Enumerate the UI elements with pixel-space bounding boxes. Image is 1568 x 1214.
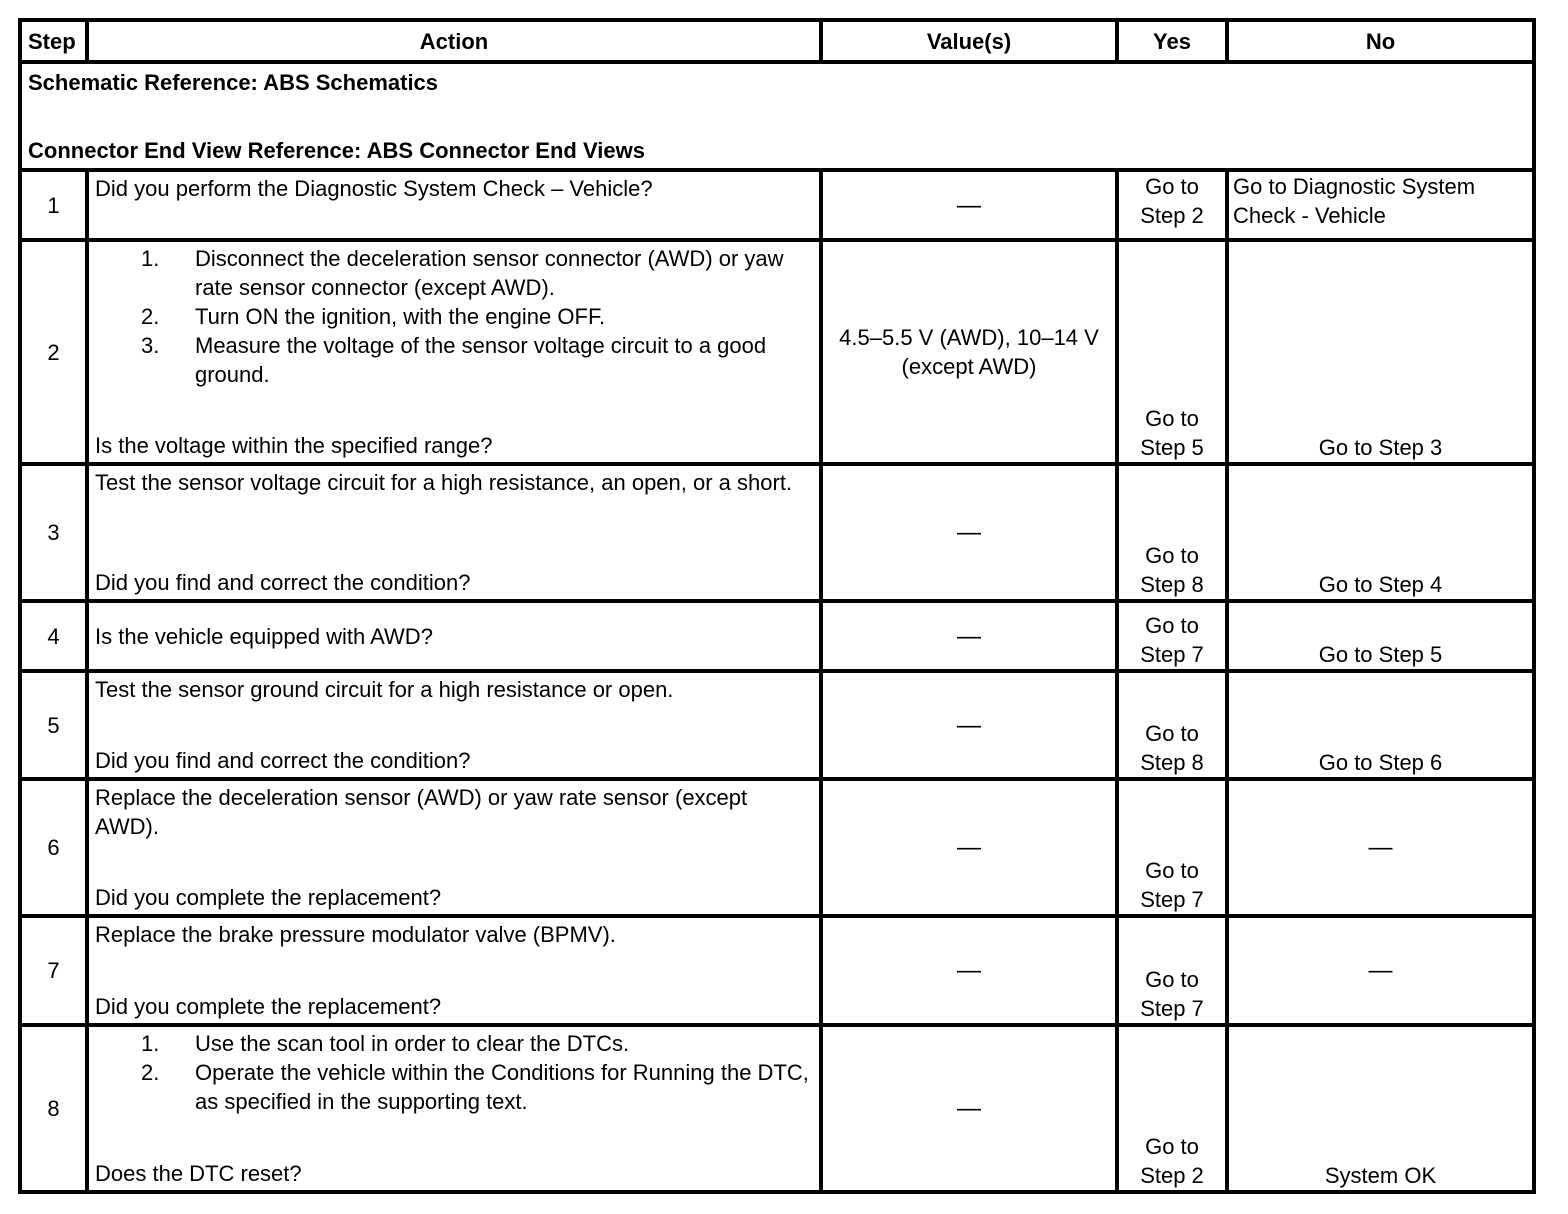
table-row-step-6 bbox=[20, 779, 1534, 916]
no-cell: Go to Step 5 bbox=[1227, 601, 1534, 671]
action-question: Is the voltage within the specified range? bbox=[95, 433, 493, 458]
value-text: — bbox=[957, 1095, 981, 1122]
action-cell bbox=[87, 779, 821, 916]
step-number: 7 bbox=[20, 916, 87, 1025]
action-question: Did you find and correct the condition? bbox=[95, 570, 471, 595]
table-row-step-8 bbox=[20, 1025, 1534, 1192]
value-cell bbox=[821, 1025, 1117, 1192]
action-list bbox=[95, 244, 813, 389]
yes-cell: Go to Step 7 bbox=[1117, 916, 1227, 1025]
value-text: — bbox=[957, 957, 981, 984]
value-text: — bbox=[957, 711, 981, 739]
no-cell bbox=[1227, 916, 1534, 1025]
step-number: 1 bbox=[20, 170, 87, 240]
connector-reference: Connector End View Reference: ABS Connector End Views bbox=[28, 138, 645, 163]
action-text: Did you perform the Diagnostic System Check – Vehicle? bbox=[87, 170, 821, 240]
action-question: Did you find and correct the condition? bbox=[95, 748, 471, 773]
value-cell bbox=[821, 671, 1117, 779]
value-text: — bbox=[957, 191, 981, 219]
yes-cell: Go to Step 7 bbox=[1117, 601, 1227, 671]
value-text: — bbox=[957, 834, 981, 861]
value-text: — bbox=[957, 519, 981, 546]
table-row-step-5 bbox=[20, 671, 1534, 779]
diagnostic-table-container bbox=[18, 18, 1536, 1194]
action-cell bbox=[87, 1025, 821, 1192]
step-number: 5 bbox=[20, 671, 87, 779]
table-row-step-3 bbox=[20, 464, 1534, 601]
header-action: Action bbox=[87, 20, 821, 62]
no-text: — bbox=[1368, 957, 1393, 984]
value-cell bbox=[821, 170, 1117, 240]
reference-row bbox=[20, 62, 1534, 170]
step-number: 2 bbox=[20, 240, 87, 464]
yes-cell: Go to Step 5 bbox=[1117, 240, 1227, 464]
no-cell: Go to Diagnostic System Check - Vehicle bbox=[1227, 170, 1534, 240]
action-cell bbox=[87, 916, 821, 1025]
step-number: 6 bbox=[20, 779, 87, 916]
header-step: Step bbox=[20, 20, 87, 62]
action-text: Test the sensor ground circuit for a high resistance or open. bbox=[95, 677, 674, 702]
list-item: 2. Turn ON the ignition, with the engine OFF. bbox=[141, 304, 606, 329]
action-question: Does the DTC reset? bbox=[95, 1161, 302, 1186]
value-cell bbox=[821, 916, 1117, 1025]
yes-cell: Go to Step 2 bbox=[1117, 170, 1227, 240]
action-text: Is the vehicle equipped with AWD? bbox=[87, 601, 821, 671]
step-number: 3 bbox=[20, 464, 87, 601]
no-text: — bbox=[1368, 834, 1393, 861]
list-item: 1. Disconnect the deceleration sensor connector (AWD) or yaw rate sensor connector (except AWD). bbox=[141, 246, 784, 300]
action-list bbox=[95, 1029, 813, 1116]
action-text: Replace the deceleration sensor (AWD) or yaw rate sensor (except AWD). bbox=[95, 785, 748, 839]
table-row-step-4 bbox=[20, 601, 1534, 671]
step-number: 4 bbox=[20, 601, 87, 671]
header-no: No bbox=[1227, 20, 1534, 62]
header-row bbox=[20, 20, 1534, 62]
diagnostic-table bbox=[18, 18, 1536, 1194]
header-yes: Yes bbox=[1117, 20, 1227, 62]
reference-cell bbox=[20, 62, 1534, 170]
yes-cell: Go to Step 2 bbox=[1117, 1025, 1227, 1192]
action-text: Test the sensor voltage circuit for a high resistance, an open, or a short. bbox=[95, 470, 793, 495]
value-text: — bbox=[957, 622, 981, 650]
table-row-step-7 bbox=[20, 916, 1534, 1025]
list-item: 2. Operate the vehicle within the Conditions for Running the DTC, as specified in the supporting text. bbox=[141, 1060, 809, 1114]
action-cell bbox=[87, 671, 821, 779]
schematic-reference: Schematic Reference: ABS Schematics bbox=[28, 70, 439, 95]
list-item: 1. Use the scan tool in order to clear the DTCs. bbox=[141, 1031, 630, 1056]
value-cell bbox=[821, 601, 1117, 671]
action-question: Did you complete the replacement? bbox=[95, 885, 442, 910]
yes-cell: Go to Step 8 bbox=[1117, 671, 1227, 779]
table-row-step-2 bbox=[20, 240, 1534, 464]
no-cell: System OK bbox=[1227, 1025, 1534, 1192]
step-number: 8 bbox=[20, 1025, 87, 1192]
action-text: Replace the brake pressure modulator valve (BPMV). bbox=[95, 922, 616, 947]
yes-cell: Go to Step 7 bbox=[1117, 779, 1227, 916]
action-cell bbox=[87, 464, 821, 601]
no-cell bbox=[1227, 779, 1534, 916]
value-cell bbox=[821, 464, 1117, 601]
no-cell: Go to Step 6 bbox=[1227, 671, 1534, 779]
no-cell: Go to Step 3 bbox=[1227, 240, 1534, 464]
table-row-step-1 bbox=[20, 170, 1534, 240]
header-values: Value(s) bbox=[821, 20, 1117, 62]
list-item: 3. Measure the voltage of the sensor voltage circuit to a good ground. bbox=[141, 333, 767, 387]
value-cell: 4.5–5.5 V (AWD), 10–14 V (except AWD) bbox=[821, 240, 1117, 464]
action-question: Did you complete the replacement? bbox=[95, 994, 442, 1019]
action-cell bbox=[87, 240, 821, 464]
yes-cell: Go to Step 8 bbox=[1117, 464, 1227, 601]
no-cell: Go to Step 4 bbox=[1227, 464, 1534, 601]
value-cell bbox=[821, 779, 1117, 916]
